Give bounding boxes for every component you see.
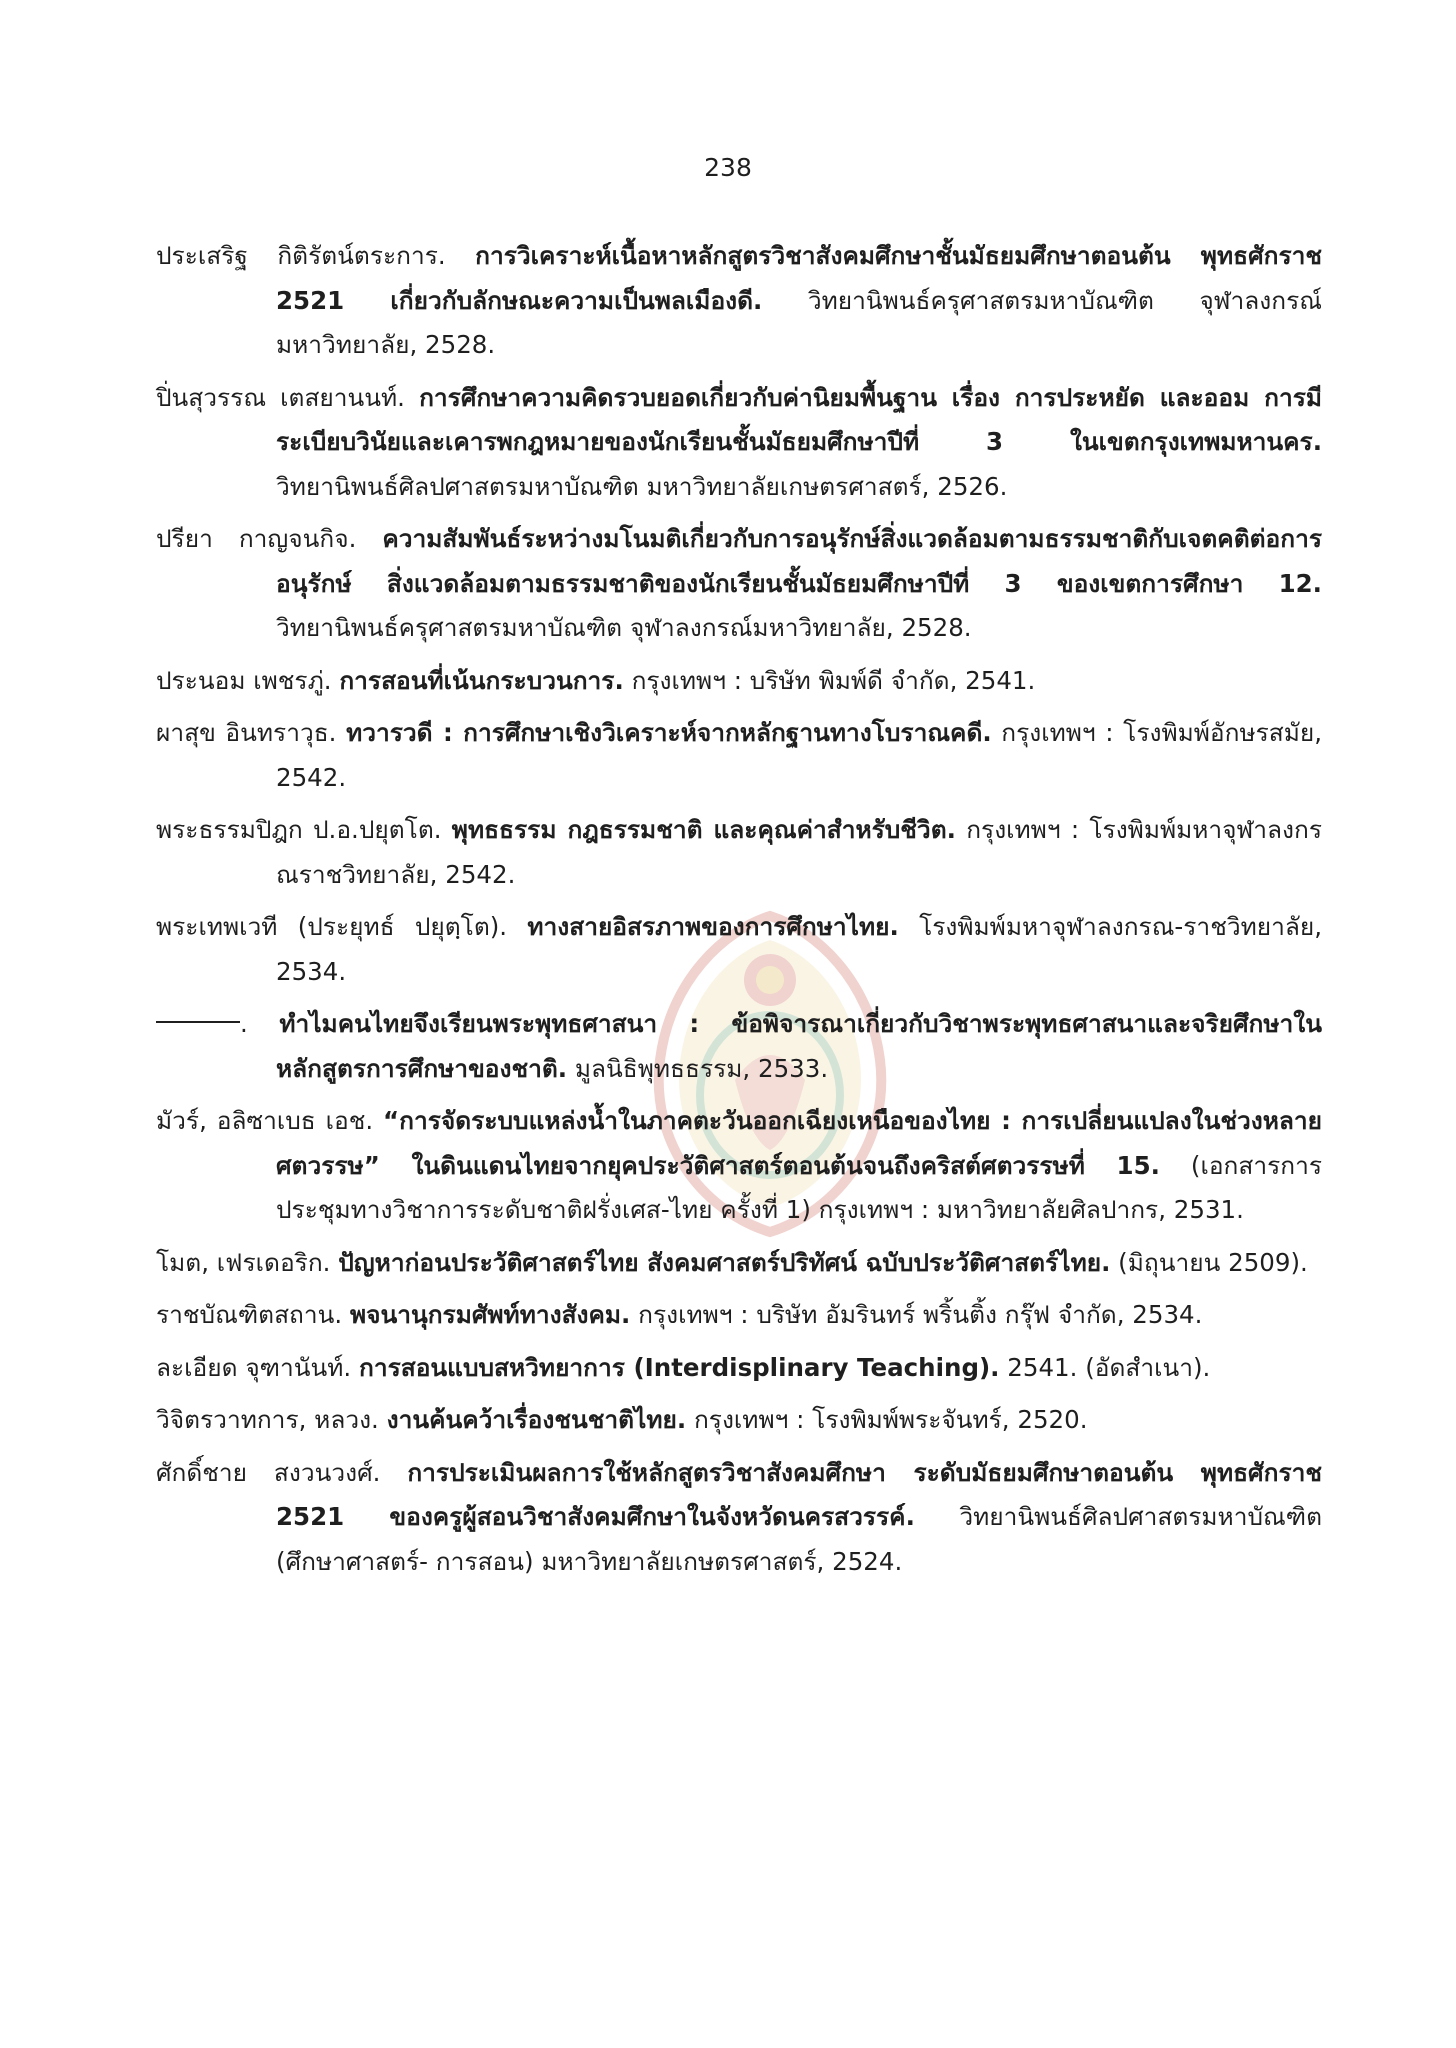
reference-title: การสอนแบบสหวิทยาการ (Interdisplinary Teaching). [359,1352,1000,1382]
reference-title: พุทธธรรม กฎธรรมชาติ และคุณค่าสำหรับชีวิต. [451,815,956,844]
reference-publication: วิทยานิพนธ์ครุศาสตรมหาบัณฑิต จุฬาลงกรณ์มหาวิทยาลัย, 2528. [276,285,1322,359]
repeated-author-dash [156,1021,240,1023]
reference-publication: วิทยานิพนธ์ศิลปศาสตรมหาบัณฑิต (ศึกษาศาสตร์- การสอน) มหาวิทยาลัยเกษตรศาสตร์, 2524. [276,1502,1322,1576]
reference-entry [156,376,1322,510]
reference-entry [156,808,1322,897]
reference-author: พระเทพเวที (ประยุทธ์ ปยุตฺโต). [156,912,528,941]
reference-entry [156,517,1322,651]
reference-publication: วิทยานิพนธ์ศิลปศาสตรมหาบัณฑิต มหาวิทยาลัยเกษตรศาสตร์, 2526. [276,471,1008,501]
reference-publication: กรุงเทพฯ : โรงพิมพ์มหาจุฬาลงกรณราชวิทยาลัย, 2542. [276,815,1323,889]
reference-entry [156,711,1322,800]
reference-title: ทวารวดี : การศึกษาเชิงวิเคราะห์จากหลักฐานทางโบราณคดี. [346,718,992,747]
reference-entry [156,1398,1322,1443]
reference-publication: 2541. (อัดสำเนา). [999,1352,1211,1382]
reference-title: ทางสายอิสรภาพของการศึกษาไทย. [527,912,899,941]
reference-title: การสอนที่เน้นกระบวนการ. [339,665,624,695]
reference-author: ปรียา กาญจนกิจ. [156,524,383,553]
reference-title: ทำไมคนไทยจึงเรียนพระพุทธศาสนา : ข้อพิจารณาเกี่ยวกับวิชาพระพุทธศาสนาและจริยศึกษาในหลักสูตรการศึกษาของชาติ. [276,1009,1323,1083]
reference-publication: กรุงเทพฯ : บริษัท พิมพ์ดี จำกัด, 2541. [623,665,1036,695]
reference-entry [156,1099,1322,1233]
reference-publication: มูลนิธิพุทธธรรม, 2533. [567,1053,829,1083]
reference-author: ราชบัณฑิตสถาน. [156,1300,350,1329]
reference-author: . [240,1009,280,1038]
reference-author: พระธรรมปิฎก ป.อ.ปยุตโต. [156,815,452,844]
reference-entry [156,659,1322,704]
reference-entry [156,1293,1322,1338]
reference-title: ความสัมพันธ์ระหว่างมโนมติเกี่ยวกับการอนุรักษ์สิ่งแวดล้อมตามธรรมชาติกับเจตคติต่อการอนุรักษ์ สิ่งแวดล้อมตามธรรมชาติของนักเรียนชั้นมัธยมศึกษาปีที่ 3 ของเขตการศึกษา 12. [276,524,1322,598]
page-number: 238 [704,153,752,182]
reference-entry [156,905,1322,994]
reference-author: ปิ่นสุวรรณ เตสยานนท์. [156,382,420,412]
reference-entry [156,1241,1322,1286]
reference-title: พจนานุกรมศัพท์ทางสังคม. [349,1300,631,1329]
reference-title: การประเมินผลการใช้หลักสูตรวิชาสังคมศึกษา ระดับมัธยมศึกษาตอนต้น พุทธศักราช 2521 ของครูผู้สอนวิชาสังคมศึกษาในจังหวัดนครสวรรค์. [276,1457,1322,1531]
reference-publication: กรุงเทพฯ : โรงพิมพ์อักษรสมัย, 2542. [276,718,1323,792]
reference-author: วิจิตรวาทการ, หลวง. [156,1405,387,1434]
reference-publication: (เอกสารการประชุมทางวิชาการระดับชาติฝรั่งเศส-ไทย ครั้งที่ 1) กรุงเทพฯ : มหาวิทยาลัยศิลปากร, 2531. [276,1150,1322,1224]
reference-entry [156,1451,1322,1585]
reference-author: ประนอม เพชรภู่. [156,665,340,695]
reference-entry [156,1346,1322,1391]
reference-author: ผาสุข อินทราวุธ. [156,718,347,747]
reference-author: มัวร์, อลิซาเบธ เอช. [156,1106,384,1135]
reference-publication: กรุงเทพฯ : โรงพิมพ์พระจันทร์, 2520. [686,1405,1088,1434]
reference-title: ปัญหาก่อนประวัติศาสตร์ไทย สังคมศาสตร์ปริทัศน์ ฉบับประวัติศาสตร์ไทย. [338,1247,1111,1277]
reference-title: “การจัดระบบแหล่งน้ำในภาคตะวันออกเฉียงเหนือของไทย : การเปลี่ยนแปลงในช่วงหลายศตวรรษ” ในดินแดนไทยจากยุคประวัติศาสตร์ตอนต้นจนถึงคริสต์ศตวรรษที่ 15. [276,1106,1322,1180]
reference-entry [156,1002,1322,1091]
reference-publication: วิทยานิพนธ์ครุศาสตรมหาบัณฑิต จุฬาลงกรณ์มหาวิทยาลัย, 2528. [276,613,972,642]
reference-author: ละเอียด จุฑานันท์. [156,1352,359,1382]
reference-title: การศึกษาความคิดรวบยอดเกี่ยวกับค่านิยมพื้นฐาน เรื่อง การประหยัด และออม การมีระเบียบวินัยและเคารพกฎหมายของนักเรียนชั้นมัธยมศึกษาปีที่ 3 ในเขตกรุงเทพมหานคร. [276,382,1323,456]
reference-publication: โรงพิมพ์มหาจุฬาลงกรณ-ราชวิทยาลัย, 2534. [276,912,1322,986]
reference-publication: กรุงเทพฯ : บริษัท อัมรินทร์ พริ้นติ้ง กรุ๊ฟ จำกัด, 2534. [630,1300,1203,1329]
reference-author: โมต, เฟรเดอริก. [156,1247,339,1277]
reference-title: งานค้นคว้าเรื่องชนชาติไทย. [386,1405,687,1434]
reference-publication: (มิถุนายน 2509). [1110,1247,1308,1277]
reference-author: ประเสริฐ กิติรัตน์ตระการ. [156,241,476,270]
reference-entry [156,234,1322,368]
reference-author: ศักดิ์ชาย สงวนวงศ์. [156,1457,408,1487]
reference-title: การวิเคราะห์เนื้อหาหลักสูตรวิชาสังคมศึกษาชั้นมัธยมศึกษาตอนต้น พุทธศักราช 2521 เกี่ยวกับลักษณะความเป็นพลเมืองดี. [276,241,1322,315]
reference-list [156,234,1322,1592]
